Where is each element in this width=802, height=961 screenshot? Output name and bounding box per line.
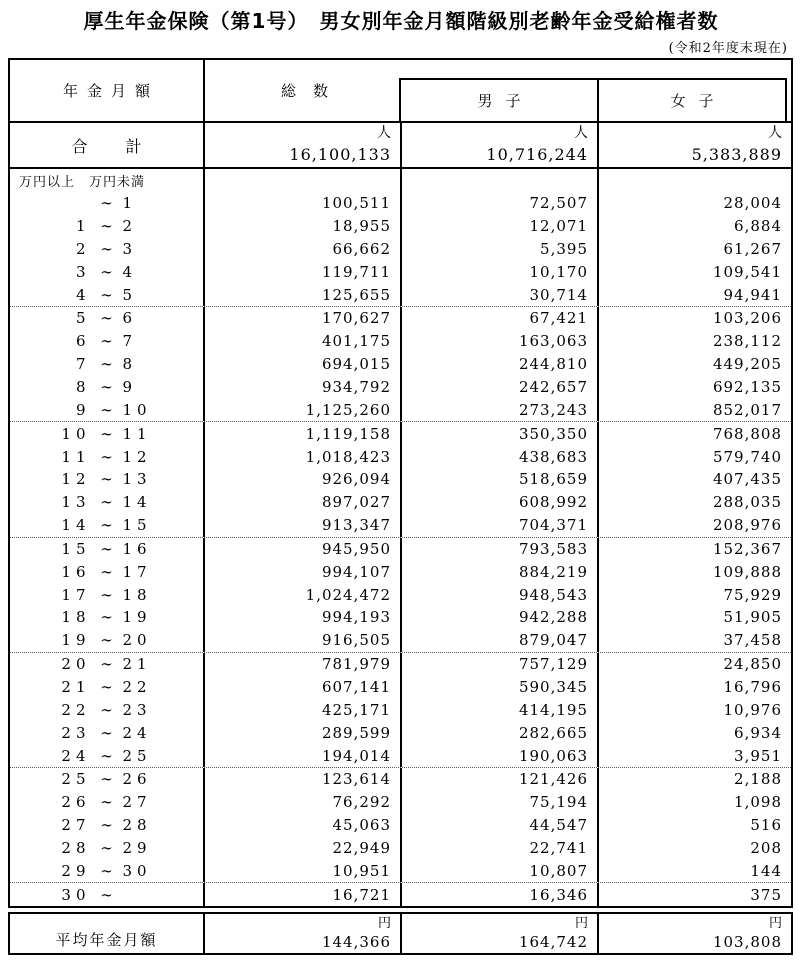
range-cell [10,514,205,537]
body-rows [8,167,793,908]
male-value-cell: 879,047 [402,629,599,652]
range-cell [10,721,205,744]
female-value-cell: 144 [750,861,782,880]
total-value-cell: 1,018,423 [205,445,402,468]
total-value-cell: 10,951 [205,859,402,882]
grand-total-female-cell [599,123,791,167]
range-to: 9 [122,378,138,397]
range-from: 18 [61,608,91,627]
range-cell [10,836,205,859]
total-value-cell: 22,949 [205,836,402,859]
total-value-cell: 1,119,158 [205,422,402,445]
grand-total-row [8,121,793,169]
range-to: 18 [122,585,152,604]
range-cell [10,491,205,514]
range-cell [10,676,205,699]
male-value-cell: 608,992 [402,491,599,514]
range-to: 27 [122,793,152,812]
range-tilde: ∼ [100,677,113,696]
total-value-cell: 994,193 [205,606,402,629]
range-from: 17 [61,585,91,604]
range-to: 30 [122,861,152,880]
male-value-cell: 438,683 [402,445,599,468]
range-from: 16 [61,562,91,581]
range-from: 12 [61,470,91,489]
range-tilde: ∼ [100,655,113,674]
table-row [10,836,791,859]
table-row [10,698,791,721]
total-value-cell: 1,125,260 [205,398,402,421]
total-value-cell: 401,175 [205,330,402,353]
range-tilde: ∼ [100,746,113,765]
female-value-cell: 3,951 [734,746,782,765]
range-tilde: ∼ [100,285,113,304]
range-to: 16 [122,539,152,558]
total-value-cell: 934,792 [205,376,402,399]
table-row [10,791,791,814]
table-row [10,491,791,514]
gender-header-box [399,78,787,121]
range-tilde: ∼ [100,770,113,789]
range-tilde: ∼ [100,309,113,328]
table-row [10,192,791,215]
male-value-cell: 942,288 [402,606,599,629]
range-tilde: ∼ [100,262,113,281]
male-value-cell: 121,426 [402,768,599,791]
range-tilde: ∼ [100,562,113,581]
range-cell [10,215,205,238]
range-tilde: ∼ [100,217,113,236]
grand-total-label: 合計 [10,123,205,167]
male-value-cell: 12,071 [402,215,599,238]
female-value-cell: 579,740 [712,447,782,466]
table-row [10,260,791,283]
range-to: 14 [122,493,152,512]
range-from: 2 [75,239,91,258]
range-from: 15 [61,539,91,558]
page-title: 厚生年金保険（第1号） 男女別年金月額階級別老齢年金受給権者数 [83,9,719,33]
range-cell [10,283,205,306]
male-value-cell: 757,129 [402,653,599,676]
table-row [10,538,791,561]
table-row [10,814,791,837]
table-row [10,676,791,699]
female-value-cell: 6,934 [734,723,782,742]
range-unit-header-label: 万円以上 万円未満 [10,169,205,192]
range-from: 25 [61,770,91,789]
range-to: 6 [122,309,138,328]
range-to: 23 [122,700,152,719]
total-value-cell: 897,027 [205,491,402,514]
range-cell [10,398,205,421]
average-male-cell [402,914,599,953]
female-value-cell: 449,205 [712,355,782,374]
range-cell [10,330,205,353]
total-value-cell: 994,107 [205,560,402,583]
range-cell [10,883,205,906]
male-value-cell: 884,219 [402,560,599,583]
range-from: 3 [75,262,91,281]
table-header [8,58,793,123]
range-tilde: ∼ [100,447,113,466]
range-to: 25 [122,746,152,765]
range-cell [10,768,205,791]
table-row [10,445,791,468]
total-value-cell: 607,141 [205,676,402,699]
range-from: 20 [61,655,91,674]
table-row [10,606,791,629]
range-tilde: ∼ [100,470,113,489]
male-value-cell: 163,063 [402,330,599,353]
total-value-cell: 425,171 [205,698,402,721]
female-value-cell: 6,884 [734,217,782,236]
male-value-cell: 948,543 [402,583,599,606]
range-cell [10,445,205,468]
table-row [10,560,791,583]
table-row [10,422,791,445]
range-to: 12 [122,447,152,466]
male-value-cell: 590,345 [402,676,599,699]
range-from: 6 [75,332,91,351]
total-value-cell: 781,979 [205,653,402,676]
male-value-cell: 30,714 [402,283,599,306]
range-cell [10,791,205,814]
range-from: 24 [61,746,91,765]
as-of-date-note: (令和2年度末現在) [668,41,788,56]
range-from: 9 [75,400,91,419]
range-to: 7 [122,332,138,351]
range-from: 5 [75,309,91,328]
grand-total-male-value: 10,716,244 [486,145,588,164]
table-row [10,215,791,238]
unit-person: 人 [768,125,782,141]
total-value-cell: 100,511 [205,192,402,215]
empty-cell [402,169,599,192]
male-value-cell: 72,507 [402,192,599,215]
male-value-cell: 10,807 [402,859,599,882]
female-value-cell: 375 [750,885,782,904]
table-row [10,653,791,676]
range-to: 21 [122,655,152,674]
male-value-cell: 22,741 [402,836,599,859]
range-tilde: ∼ [100,493,113,512]
range-from: 28 [61,838,91,857]
female-value-cell: 152,367 [712,539,782,558]
female-value-cell: 37,458 [723,631,782,650]
grand-total-male-cell [402,123,599,167]
col-header-total: 総数 [280,82,345,100]
total-value-cell: 913,347 [205,514,402,537]
female-value-cell: 75,929 [723,585,782,604]
average-female-cell [599,914,791,953]
female-value-cell: 16,796 [723,677,782,696]
range-cell [10,307,205,330]
female-value-cell: 208 [750,838,782,857]
male-value-cell: 350,350 [402,422,599,445]
female-value-cell: 109,888 [712,562,782,581]
total-value-cell: 125,655 [205,283,402,306]
range-from: 13 [61,493,91,512]
female-value-cell: 94,941 [723,285,782,304]
range-tilde: ∼ [100,516,113,535]
range-cell [10,653,205,676]
male-value-cell: 244,810 [402,353,599,376]
range-cell [10,192,205,215]
range-cell [10,744,205,767]
male-value-cell: 793,583 [402,538,599,561]
range-tilde: ∼ [100,378,113,397]
range-cell [10,583,205,606]
female-value-cell: 692,135 [712,378,782,397]
table-row [10,583,791,606]
unit-person: 人 [574,125,588,141]
range-tilde: ∼ [100,608,113,627]
range-from: 29 [61,861,91,880]
range-cell [10,859,205,882]
unit-yen: 円 [768,916,782,931]
range-from: 8 [75,378,91,397]
total-value-cell: 170,627 [205,307,402,330]
male-value-cell: 518,659 [402,468,599,491]
table-row [10,721,791,744]
male-value-cell: 704,371 [402,514,599,537]
table-row [10,744,791,768]
range-to: 3 [122,239,138,258]
male-value-cell: 190,063 [402,744,599,767]
male-value-cell: 44,547 [402,814,599,837]
range-to: 28 [122,816,152,835]
table-row [10,883,791,906]
range-from: 1 [75,217,91,236]
male-value-cell: 67,421 [402,307,599,330]
total-value-cell: 194,014 [205,744,402,767]
grand-total-total-value: 16,100,133 [289,145,391,164]
table-row [10,768,791,791]
range-tilde: ∼ [100,861,113,880]
range-tilde: ∼ [100,838,113,857]
female-value-cell: 208,976 [712,516,782,535]
table-row [10,353,791,376]
range-cell [10,538,205,561]
average-male-value: 164,742 [518,933,588,951]
range-cell [10,698,205,721]
unit-yen: 円 [574,916,588,931]
total-value-cell: 18,955 [205,215,402,238]
total-value-cell: 945,950 [205,538,402,561]
average-total-value: 144,366 [321,933,391,951]
range-from: 22 [61,700,91,719]
table-row [10,330,791,353]
col-header-male: 男子 [401,80,599,121]
female-value-cell: 516 [750,816,782,835]
range-cell [10,376,205,399]
total-value-cell: 76,292 [205,791,402,814]
total-value-cell: 1,024,472 [205,583,402,606]
unit-yen: 円 [377,916,391,931]
range-tilde: ∼ [100,332,113,351]
range-from: 21 [61,677,91,696]
range-cell [10,560,205,583]
range-from: 27 [61,816,91,835]
male-value-cell: 242,657 [402,376,599,399]
total-value-cell: 926,094 [205,468,402,491]
female-value-cell: 1,098 [734,793,782,812]
grand-total-total-cell [205,123,402,167]
average-female-value: 103,808 [712,933,782,951]
range-from: 19 [61,631,91,650]
range-cell [10,814,205,837]
range-to: 1 [122,194,138,213]
range-to: 22 [122,677,152,696]
col-header-pension-amount: 年金月額 [10,60,205,121]
range-to: 19 [122,608,152,627]
female-value-cell: 28,004 [723,194,782,213]
range-tilde: ∼ [100,194,113,213]
range-tilde: ∼ [100,239,113,258]
female-value-cell: 238,112 [712,332,782,351]
range-to: 29 [122,838,152,857]
range-from: 7 [75,355,91,374]
table-row [10,859,791,883]
range-cell [10,353,205,376]
range-cell [10,468,205,491]
range-tilde: ∼ [100,355,113,374]
range-to: 2 [122,217,138,236]
female-value-cell: 852,017 [712,400,782,419]
female-value-cell: 51,905 [723,608,782,627]
range-to: 13 [122,470,152,489]
range-to: 10 [122,400,152,419]
range-to: 20 [122,631,152,650]
female-value-cell: 288,035 [712,493,782,512]
range-from: 30 [61,885,91,904]
range-to: 8 [122,355,138,374]
female-value-cell: 103,206 [712,309,782,328]
average-label: 平均年金月額 [10,914,205,953]
female-value-cell: 768,808 [712,424,782,443]
table-row [10,468,791,491]
range-to: 26 [122,770,152,789]
average-total-cell [205,914,402,953]
total-value-cell: 123,614 [205,768,402,791]
range-to: 4 [122,262,138,281]
table-row [10,283,791,307]
range-tilde: ∼ [100,793,113,812]
range-tilde: ∼ [100,885,113,904]
range-to: 17 [122,562,152,581]
range-to: 24 [122,723,152,742]
range-to: 11 [122,424,152,443]
range-from: 14 [61,516,91,535]
range-from: 4 [75,285,91,304]
range-to: 5 [122,285,138,304]
empty-cell [205,169,402,192]
male-value-cell: 414,195 [402,698,599,721]
range-from: 10 [61,424,91,443]
range-cell [10,629,205,652]
total-value-cell: 694,015 [205,353,402,376]
col-header-female: 女子 [670,92,727,110]
female-value-cell: 10,976 [723,700,782,719]
total-value-cell: 45,063 [205,814,402,837]
table-row [10,238,791,261]
range-tilde: ∼ [100,816,113,835]
grand-total-female-value: 5,383,889 [691,145,782,164]
male-value-cell: 16,346 [402,883,599,906]
total-value-cell: 16,721 [205,883,402,906]
table-row [10,307,791,330]
table-row [10,376,791,399]
empty-cell [599,169,791,192]
male-value-cell: 75,194 [402,791,599,814]
average-row [8,912,793,955]
range-tilde: ∼ [100,424,113,443]
female-value-cell: 24,850 [723,655,782,674]
unit-person: 人 [377,125,391,141]
range-tilde: ∼ [100,723,113,742]
male-value-cell: 10,170 [402,260,599,283]
range-tilde: ∼ [100,700,113,719]
table-row [10,514,791,538]
range-cell [10,606,205,629]
range-tilde: ∼ [100,400,113,419]
range-to: 15 [122,516,152,535]
total-value-cell: 289,599 [205,721,402,744]
female-value-cell: 109,541 [712,262,782,281]
range-cell [10,422,205,445]
range-tilde: ∼ [100,631,113,650]
female-value-cell: 407,435 [712,470,782,489]
female-value-cell: 61,267 [723,239,782,258]
range-from: 26 [61,793,91,812]
range-from: 11 [61,447,91,466]
female-value-cell: 2,188 [734,770,782,789]
male-value-cell: 5,395 [402,238,599,261]
range-unit-header-row [10,169,791,192]
total-value-cell: 916,505 [205,629,402,652]
range-cell [10,260,205,283]
table-row [10,398,791,422]
male-value-cell: 273,243 [402,398,599,421]
range-tilde: ∼ [100,539,113,558]
range-from: 23 [61,723,91,742]
table-row [10,629,791,653]
total-value-cell: 66,662 [205,238,402,261]
range-tilde: ∼ [100,585,113,604]
male-value-cell: 282,665 [402,721,599,744]
total-value-cell: 119,711 [205,260,402,283]
range-cell [10,238,205,261]
